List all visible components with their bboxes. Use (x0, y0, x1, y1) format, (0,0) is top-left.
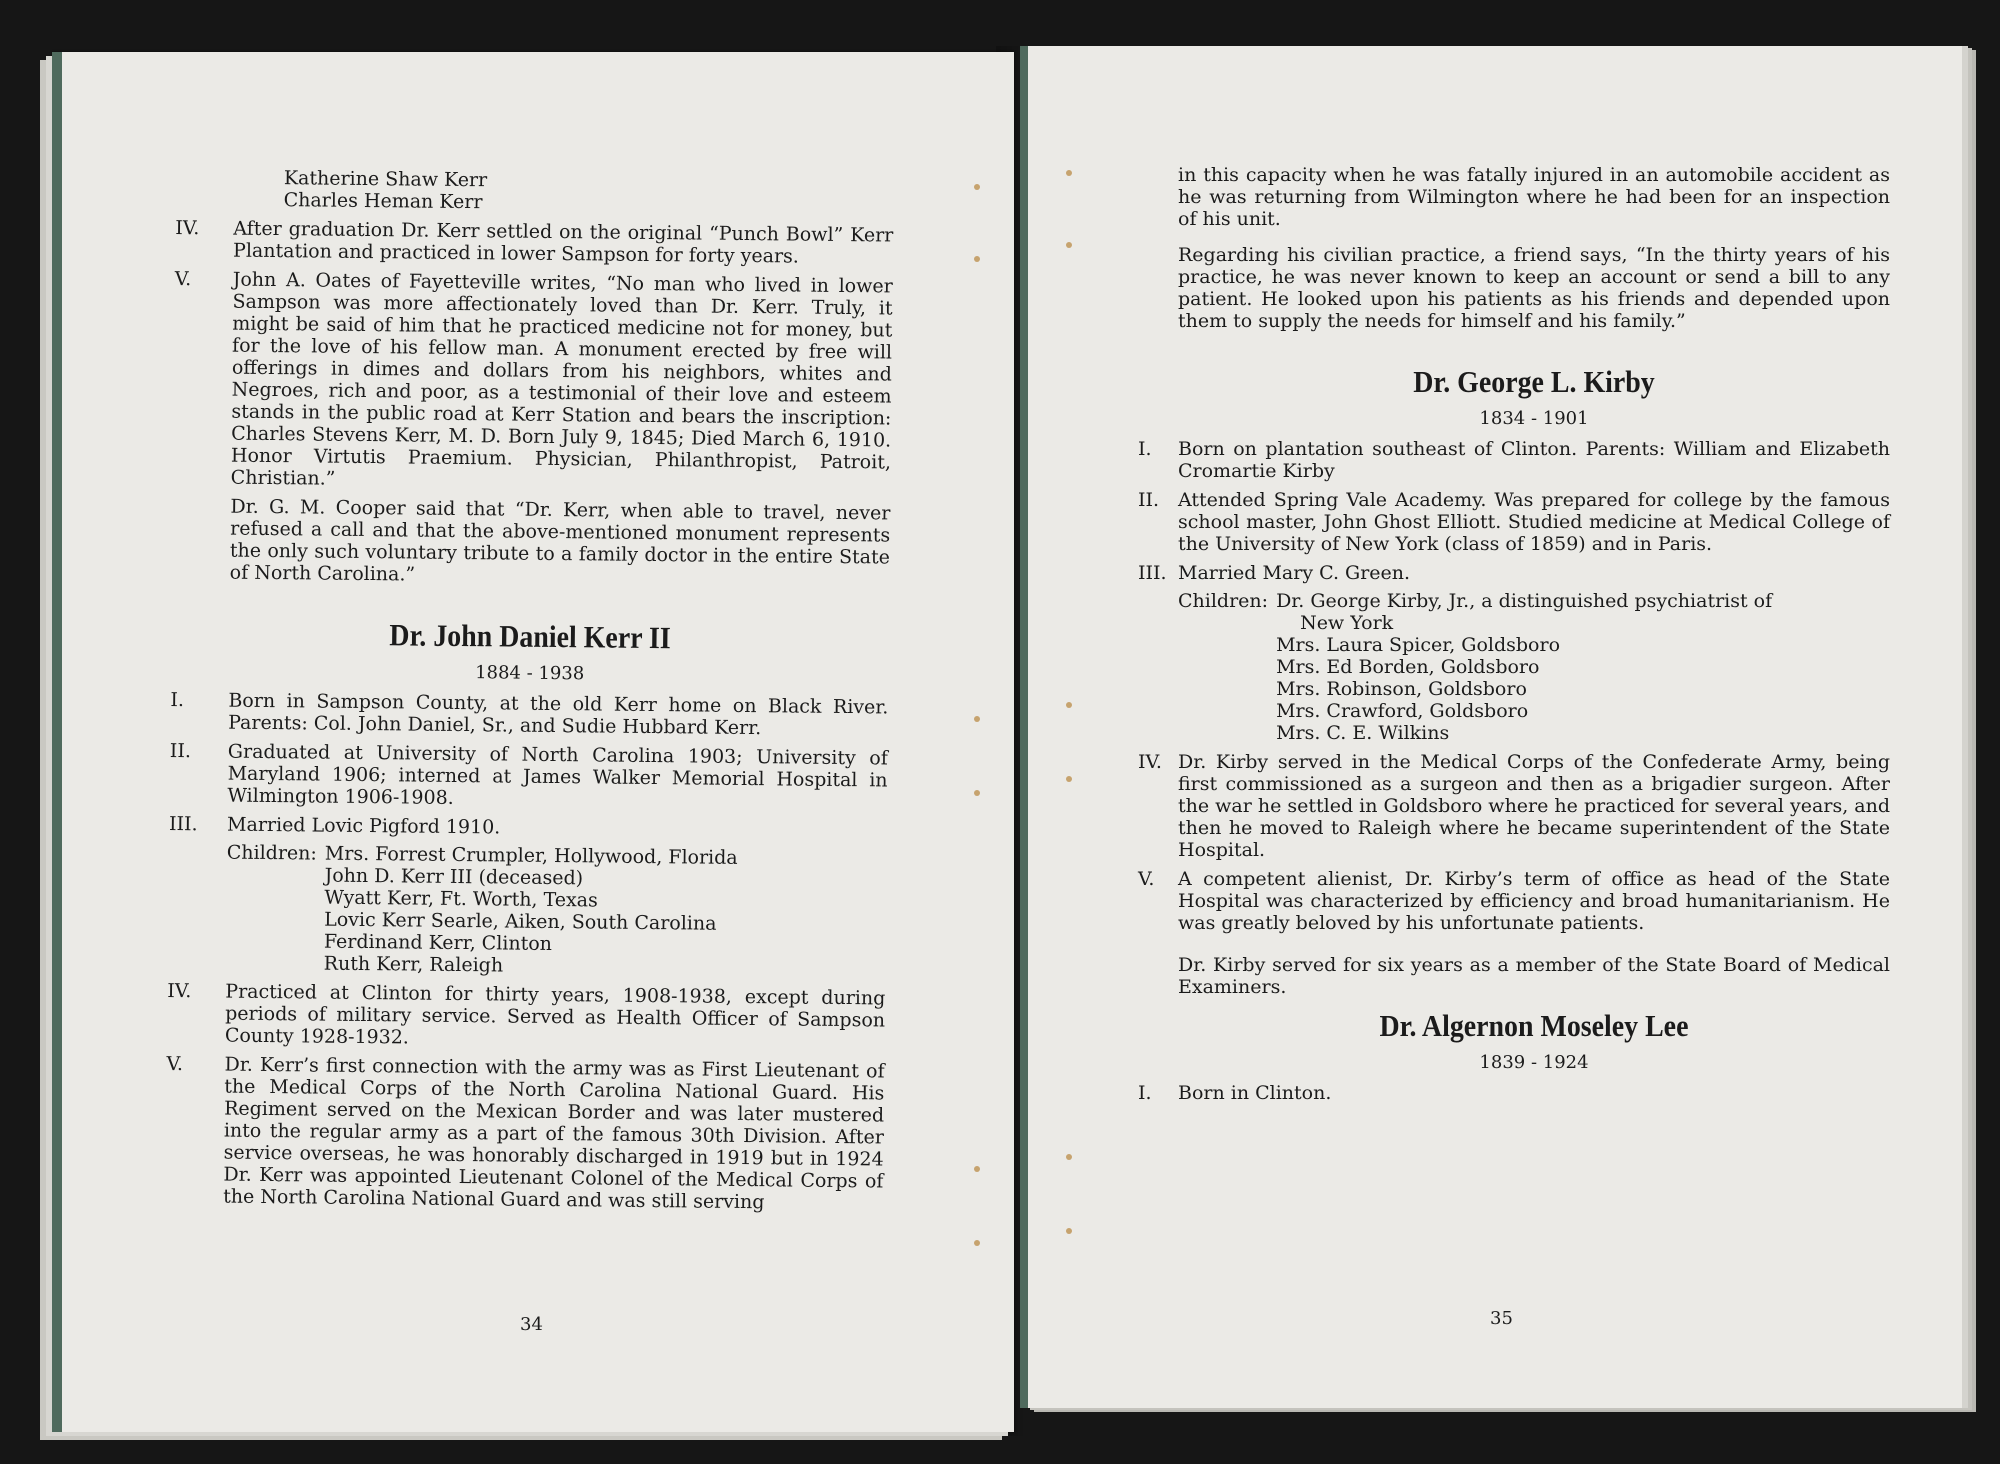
binding-hole (974, 184, 980, 190)
item-number: V. (174, 267, 192, 291)
item-text: Married Lovic Pigford 1910. (226, 813, 501, 839)
child-item: Dr. George Kirby, Jr., a distinguished psychiatrist of (1276, 590, 1773, 612)
list-item (175, 217, 893, 269)
binding-hole (1066, 242, 1072, 248)
item-number: II. (169, 739, 192, 763)
item-text: John A. Oates of Fayetteville writes, “No man who lived in lower Sampson was more affectionately loved than Dr. Kerr. Truly, it might be said of him that he practiced medicine not for money, but for the love of his fellow man. A monument erected by free will offerings in dimes and dollars from his neighbors, whites and Negroes, rich and poor, as a testimonial of their love and esteem stands in the public road at Kerr Station and bears the inscription: Charles Stevens Kerr, M. D. Born July 9, 1845; Died March 6, 1910. Honor Virtutis Praemium. Physician, Philanthropist, Patroit, Christian.” (230, 268, 893, 490)
child-item: Mrs. Robinson, Goldsboro (1276, 678, 1527, 700)
item-number: I. (1138, 438, 1152, 460)
name-line: Katherine Shaw Kerr (283, 167, 488, 192)
friend-paragraph: Regarding his civilian practice, a friend says, “In the thirty years of his practice, he was never known to keep an account or send a bill to any patient. He looked upon his patients as his friends and depended upon them to supply the needs for himself and his family.” (1178, 244, 1890, 332)
binding-hole (1066, 1228, 1072, 1234)
list-item (1138, 1082, 1890, 1104)
item-text: A competent alienist, Dr. Kirby’s term of office as head of the State Hospital was characterized by efficiency and broad humanitarianism. He was greatly beloved by his unfortunate patients. (1178, 868, 1890, 934)
children-label: Children: (1178, 590, 1269, 612)
binding-hole (1066, 1154, 1072, 1160)
item-number: I. (170, 688, 185, 712)
item-text: Dr. Kerr’s first connection with the army was as First Lieutenant of the Medical Corps of the North Carolina National Guard. His Regiment served on the Mexican Border and was later mustered into the regular army as a part of the famous 30th Division. After service overseas, he was honorably discharged in 1919 but in 1924 Dr. Kerr was appointed Lieutenant Colonel of the Medical Corps of the North Carolina National Guard and was still serving (223, 1053, 885, 1214)
item-text: Born in Sampson County, at the old Kerr home on Black River. Parents: Col. John Daniel, Sr., and Sudie Hubbard Kerr. (228, 689, 889, 740)
child-item: Mrs. Crawford, Goldsboro (1276, 700, 1529, 722)
item-text: Attended Spring Vale Academy. Was prepared for college by the famous school master, John Ghost Elliott. Studied medicine at Medical College of the University of New York (class of 1859) and in Paris. (1178, 489, 1890, 555)
section-years: 1834 - 1901 (1479, 408, 1589, 429)
child-item: Mrs. Laura Spicer, Goldsboro (1276, 634, 1561, 656)
list-item (1138, 751, 1890, 861)
list-item (1138, 868, 1890, 934)
list-item (173, 268, 893, 496)
item-number: III. (168, 812, 198, 836)
continuation-paragraph: in this capacity when he was fatally injured in an automobile accident as he was returning from Wilmington where he had been for an inspection of his unit. (1178, 164, 1890, 230)
page-number: 35 (1490, 1308, 1513, 1329)
binding-hole (974, 716, 980, 722)
section-heading: Dr. Algernon Moseley Lee (1379, 1008, 1689, 1043)
name-line: Charles Heman Kerr (283, 189, 483, 214)
binding-hole (1066, 170, 1072, 176)
child-item: Wyatt Kerr, Ft. Worth, Texas (324, 886, 598, 912)
binding-hole (974, 256, 980, 262)
section-heading: Dr. George L. Kirby (1413, 364, 1655, 399)
item-number: V. (1138, 868, 1155, 890)
child-item: Mrs. Ed Borden, Goldsboro (1276, 656, 1540, 678)
list-item (169, 813, 887, 843)
list-item (1138, 489, 1890, 555)
item-number: III. (1138, 562, 1167, 584)
item-text: Dr. Kirby served in the Medical Corps of the Confederate Army, being first commissioned as a surgeon and then as a brigadier surgeon. After the war he settled in Goldsboro where he practiced for several years, and then he moved to Raleigh where he became superintendent of the State Hospital. (1178, 751, 1890, 861)
binding-hole (974, 1166, 980, 1172)
item-text: Born on plantation southeast of Clinton. Parents: William and Elizabeth Cromartie Kirby (1178, 438, 1890, 482)
list-item (167, 980, 886, 1054)
binding-hole (974, 790, 980, 796)
children-list (1178, 590, 1890, 744)
child-item: Ruth Kerr, Raleigh (323, 952, 504, 977)
child-item: Mrs. Forrest Crumpler, Hollywood, Florida (324, 842, 738, 869)
item-text: Married Mary C. Green. (1178, 562, 1411, 584)
page-number: 34 (520, 1314, 543, 1335)
children-label: Children: (226, 841, 317, 865)
section-years: 1884 - 1938 (475, 662, 585, 685)
left-text-column (165, 166, 894, 1214)
right-text-column (1138, 164, 1890, 1104)
list-item (1138, 562, 1890, 584)
right-page (1020, 46, 1962, 1408)
item-text: Graduated at University of North Carolina 1903; University of Maryland 1906; interned at James Walker Memorial Hospital in Wilmington 1906-1908. (227, 740, 888, 809)
list-item (169, 740, 888, 814)
item-text: After graduation Dr. Kerr settled on the original “Punch Bowl” Kerr Plantation and practiced in lower Sampson for forty years. (233, 217, 894, 268)
item-number: II. (1138, 489, 1160, 511)
child-item: Lovic Kerr Searle, Aiken, South Carolina (324, 908, 717, 935)
binding-hole (1066, 776, 1072, 782)
child-item: Mrs. C. E. Wilkins (1276, 722, 1450, 744)
section-years: 1839 - 1924 (1479, 1052, 1589, 1073)
item-text: Born in Clinton. (1178, 1082, 1332, 1104)
item-number: IV. (175, 216, 200, 240)
board-paragraph: Dr. Kirby served for six years as a member of the State Board of Medical Examiners. (1178, 954, 1890, 998)
cooper-paragraph: Dr. G. M. Cooper said that “Dr. Kerr, when able to travel, never refused a call and that the above-mentioned monument represents the only such voluntary tribute to a family doctor in the entire State of North Carolina.” (229, 495, 891, 586)
children-list (226, 842, 887, 981)
child-item: John D. Kerr III (deceased) (324, 864, 584, 890)
binding-hole (974, 1240, 980, 1246)
section-heading: Dr. John Daniel Kerr II (389, 617, 671, 656)
item-number: I. (1138, 1082, 1152, 1104)
child-item: Ferdinand Kerr, Clinton (323, 930, 553, 955)
item-number: IV. (1138, 751, 1162, 773)
binding-hole (1066, 702, 1072, 708)
paragraph-wrap (172, 495, 891, 591)
child-item-continuation: New York (1300, 612, 1394, 634)
item-number: V. (166, 1052, 184, 1076)
item-text: Practiced at Clinton for thirty years, 1908-1938, except during periods of military service. Served as Health Officer of Sampson County 1928-1932. (224, 980, 886, 1049)
list-item (170, 689, 888, 741)
list-item (165, 1053, 885, 1215)
list-item (1138, 438, 1890, 482)
item-number: IV. (167, 979, 192, 1003)
left-page (52, 52, 1014, 1432)
